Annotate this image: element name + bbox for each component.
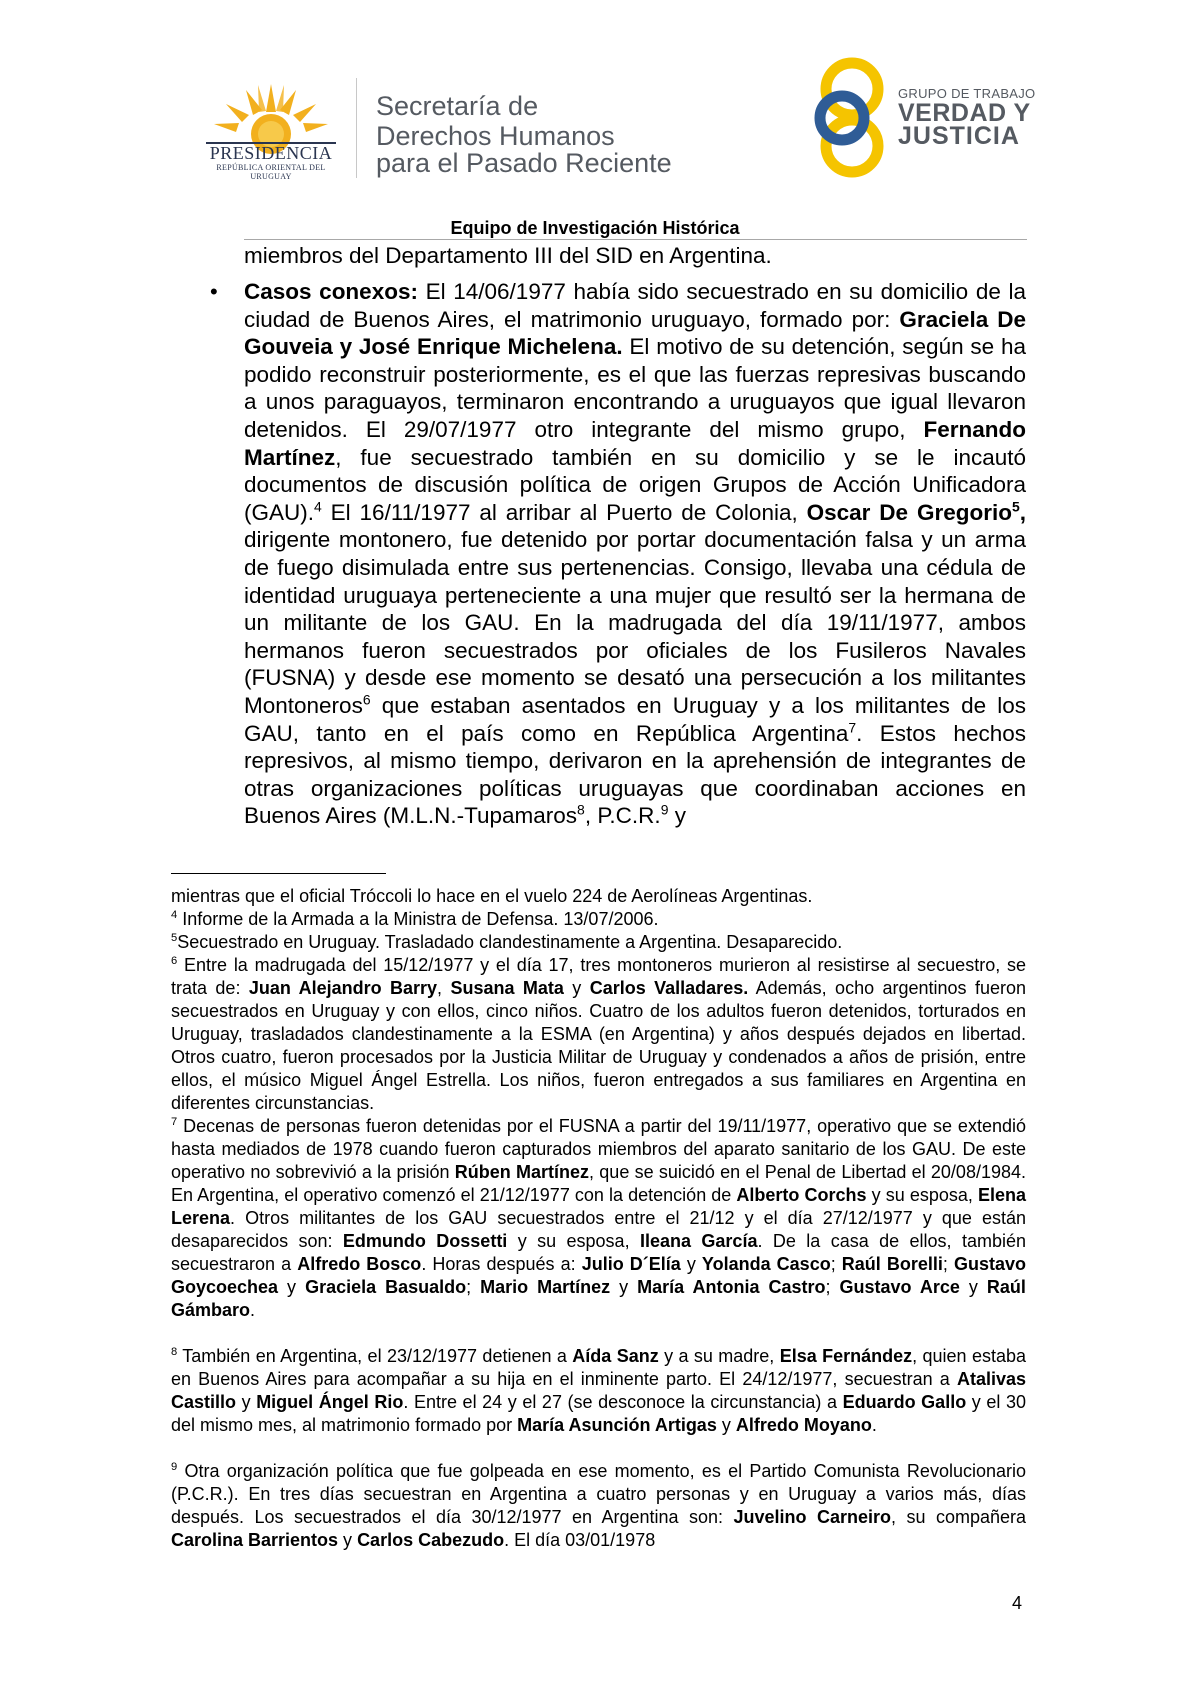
footnote-ref: 5 (1011, 498, 1020, 515)
footnote-ref: 4 (314, 498, 322, 515)
footnote-8: $^8$ También en Argentina, el 23/12/1977 detienen a Aída Sanz y a su madre, Elsa Fernández, quien estaba en Buenos Aires para acompañar a su hija en el inminente parto. El 24/12/1977, secuestran a Atalivas Castillo y Miguel Ángel Rio. Entre el 24 y el 27 (se desconoce la circunstancia) a Eduardo Gallo y el 30 del mismo mes, al matrimonio formado por María Asunción Artigas y Alfredo Moyano. (171, 1346, 1026, 1435)
footnote-ref: 7 (848, 719, 857, 735)
header-rule (244, 239, 1027, 240)
grupo-trabajo-label: GRUPO DE TRABAJO (898, 86, 1036, 101)
footnote-ref: 8 (577, 801, 585, 818)
justicia-label: JUSTICIA (898, 122, 1020, 150)
casos-conexos-label: Casos conexos: (244, 279, 418, 304)
verdad-justicia-rings-logo (812, 56, 892, 180)
footnote-4: $^4$ Informe de la Armada a la Ministra de Defensa. 13/07/2006. (171, 909, 659, 929)
page-number: 4 (1012, 1593, 1023, 1613)
footnote-6: $^6$ Entre la madrugada del 15/12/1977 y el día 17, tres montoneros murieron al resistirse al secuestro, se trata de: Juan Alejandro Barry, Susana Mata y Carlos Valladares. Además, ocho argentinos fueron secuestrados en Uruguay y con ellos, cinco niños. Cuatro de los adultos fueron detenidos, torturados en Uruguay, trasladados clandestinamente a la ESMA (en Argentina) y años después dejados en libertad. Otros cuatro, fueron procesados por la Justicia Militar de Uruguay y condenados a años de prisión, entre ellos, el músico Miguel Ángel Estrella. Los niños, fueron entregados a sus familiares en Argentina en diferentes circunstancias. (171, 955, 1026, 1113)
footnote-separator (171, 873, 386, 874)
team-title: Equipo de Investigación Histórica (450, 218, 740, 238)
presidencia-label: PRESIDENCIA (209, 143, 333, 163)
bold-name: Fernando Martínez (244, 416, 1026, 470)
casos-conexos-paragraph: Casos conexos: El 14/06/1977 había sido secuestrado en su domicilio de la ciudad de Buenos Aires, el matrimonio uruguayo, formado por: Graciela De Gouveia y José Enrique Michelena. El motivo de su detención, según se ha podido reconstruir posteriormente, es el que las fuerzas represivas buscando a unos paraguayos, terminaron encontrando a uruguayos que igual llevaron detenidos. El 29/07/1977 otro integrante del mismo grupo, Fernando Martínez, fue secuestrado también en su domicilio y se le incautó documentos de discusión política de origen Grupos de Acción Unificadora (GAU).$^4$ El 16/11/1977 al arribar al Puerto de Colonia, Oscar De Gregorio$^5$, dirigente montonero, fue detenido por portar documentación falsa y un arma de fuego disimulada entre sus pertenencias. Consigo, llevaba una cédula de identidad uruguaya perteneciente a una mujer que resultó ser la hermana de un militante de los GAU. En la madrugada del día 19/11/1977, ambos hermanos fueron secuestrados por oficiales de los Fusileros Navales (FUSNA) y desde ese momento se desató una persecución a los militantes Montoneros$^6$ que estaban asentados en Uruguay y a los militantes de los GAU, tanto en el país como en República Argentina$^7$. Estos hechos represivos, al mismo tiempo, derivaron en la aprehensión de integrantes de otras organizaciones políticas uruguayas que coordinaban acciones en Buenos Aires (M.L.N.-Tupamaros$^8$, P.C.R.$^9$ y (244, 279, 1027, 829)
bullet-marker: • (210, 279, 218, 304)
continuation-paragraph: miembros del Departamento III del SID en Argentina. (244, 243, 772, 268)
footnote-continuation: mientras que el oficial Tróccoli lo hace en el vuelo 224 de Aerolíneas Argentinas. (171, 886, 813, 906)
footnote-ref: 6 (362, 691, 371, 708)
presidencia-subtitle: REPÚBLICA ORIENTAL DEL URUGUAY (216, 163, 326, 181)
bold-name: Graciela De Gouveia y José Enrique Michelena. (244, 306, 1026, 360)
secretaria-line-2: Derechos Humanos (376, 121, 615, 151)
verdad-label: VERDAD Y (898, 99, 1031, 127)
footnote-7: $^7$ Decenas de personas fueron detenidas por el FUSNA a partir del 19/11/1977, operativo que se extendió hasta mediados de 1978 cuando fueron capturados miembros del aparato sanitario de los GAU. De este operativo no sobrevivió a la prisión Rúben Martínez, que se suicidó en el Penal de Libertad el 20/08/1984. En Argentina, el operativo comenzó el 21/12/1977 con la detención de Alberto Corchs y su esposa, Elena Lerena. Otros militantes de los GAU secuestrados entre el 21/12 y el día 27/12/1977 y que están desaparecidos son: Edmundo Dossetti y su esposa, Ileana García. De la casa de ellos, también secuestraron a Alfredo Bosco. Horas después a: Julio D´Elía y Yolanda Casco; Raúl Borelli; Gustavo Goycoechea y Graciela Basualdo; Mario Martínez y María Antonia Castro; Gustavo Arce y Raúl Gámbaro. (171, 1116, 1026, 1320)
footnote-5: $^5$Secuestrado en Uruguay. Trasladado clandestinamente a Argentina. Desaparecido. (171, 932, 843, 952)
secretaria-line-3: para el Pasado Reciente (376, 148, 672, 178)
footnote-9: $^9$ Otra organización política que fue golpeada en ese momento, es el Partido Comunista Revolucionario (P.C.R.). En tres días secuestran en Argentina a cuatro personas y en Uruguay a varios más, días después. Los secuestrados el día 30/12/1977 en Argentina son: Juvelino Carneiro, su compañera Carolina Barrientos y Carlos Cabezudo. El día 03/01/1978 (171, 1461, 1026, 1550)
secretaria-line-1: Secretaría de (376, 91, 539, 121)
bold-name: Oscar De Gregorio (806, 499, 1012, 525)
footnote-ref: 9 (660, 801, 669, 818)
logo-divider (356, 78, 357, 178)
